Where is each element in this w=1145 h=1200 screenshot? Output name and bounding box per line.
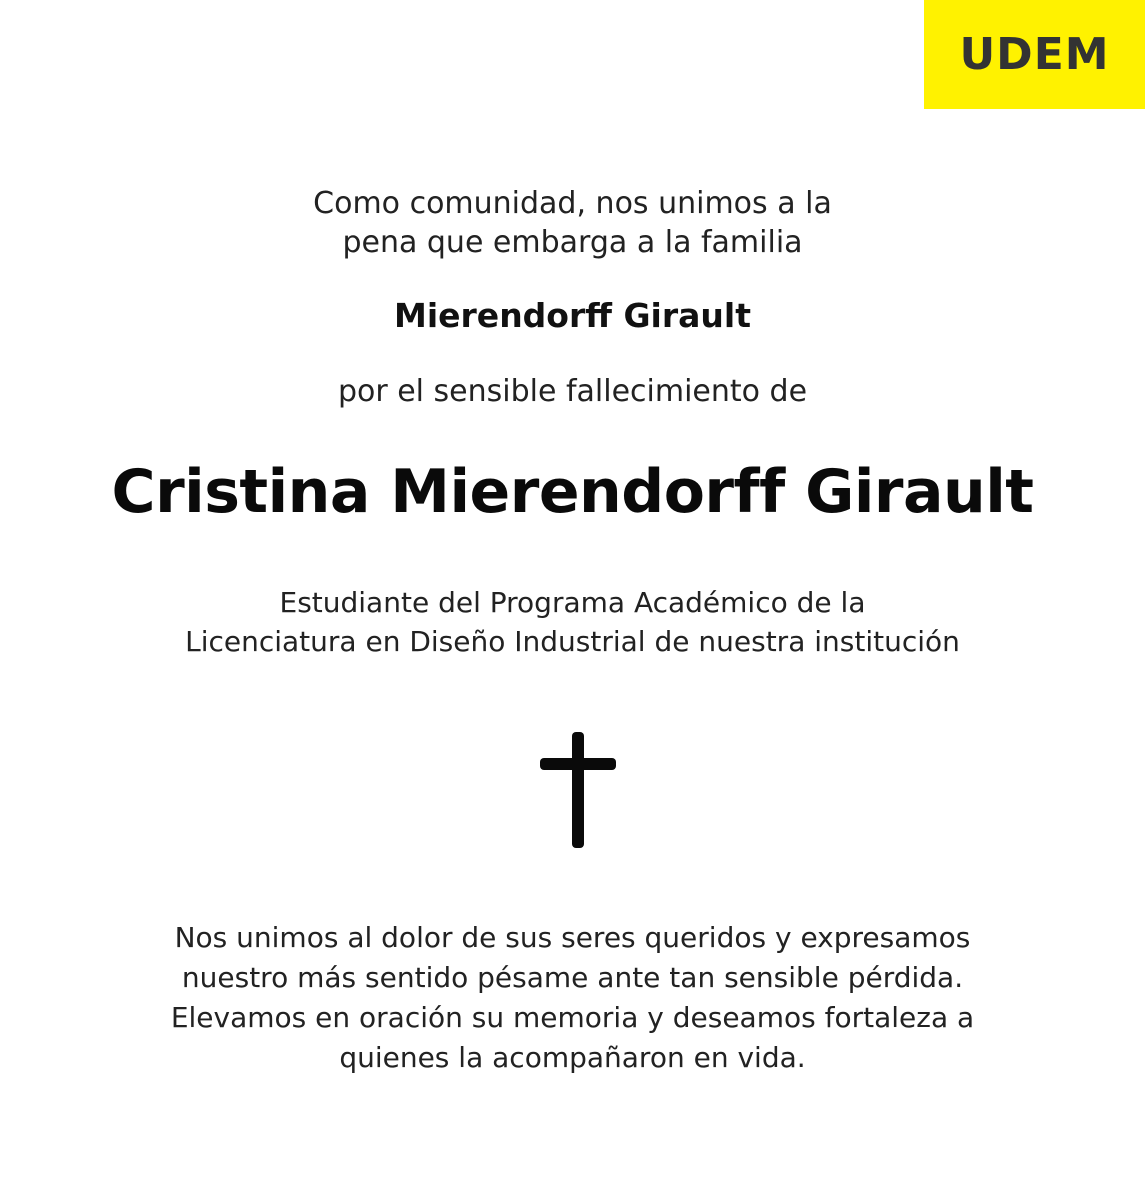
udem-logo bbox=[924, 0, 1145, 109]
latin-cross-icon bbox=[540, 732, 616, 848]
role-line-2: Licenciatura en Diseño Industrial de nuestra institución bbox=[185, 625, 960, 658]
intro-line-1: Como comunidad, nos unimos a la bbox=[313, 186, 832, 221]
message-line-2: nuestro más sentido pésame ante tan sensible pérdida. bbox=[181, 961, 964, 994]
logo-text: UDEM bbox=[959, 29, 1110, 80]
deceased-name: Cristina Mierendorff Girault bbox=[111, 457, 1034, 527]
intro-line-2: pena que embarga a la familia bbox=[342, 225, 803, 260]
condolence-message bbox=[0, 918, 1145, 1078]
passing-prefix: por el sensible fallecimiento de bbox=[337, 374, 808, 409]
condolence-intro bbox=[0, 184, 1145, 262]
message-line-3: Elevamos en oración su memoria y deseamos fortaleza a bbox=[170, 1001, 975, 1034]
deceased-role bbox=[0, 583, 1145, 661]
role-line-1: Estudiante del Programa Académico de la bbox=[279, 586, 866, 619]
message-line-4: quienes la acompañaron en vida. bbox=[339, 1041, 806, 1074]
family-name: Mierendorff Girault bbox=[394, 296, 751, 335]
message-line-1: Nos unimos al dolor de sus seres queridos y expresamos bbox=[174, 921, 971, 954]
